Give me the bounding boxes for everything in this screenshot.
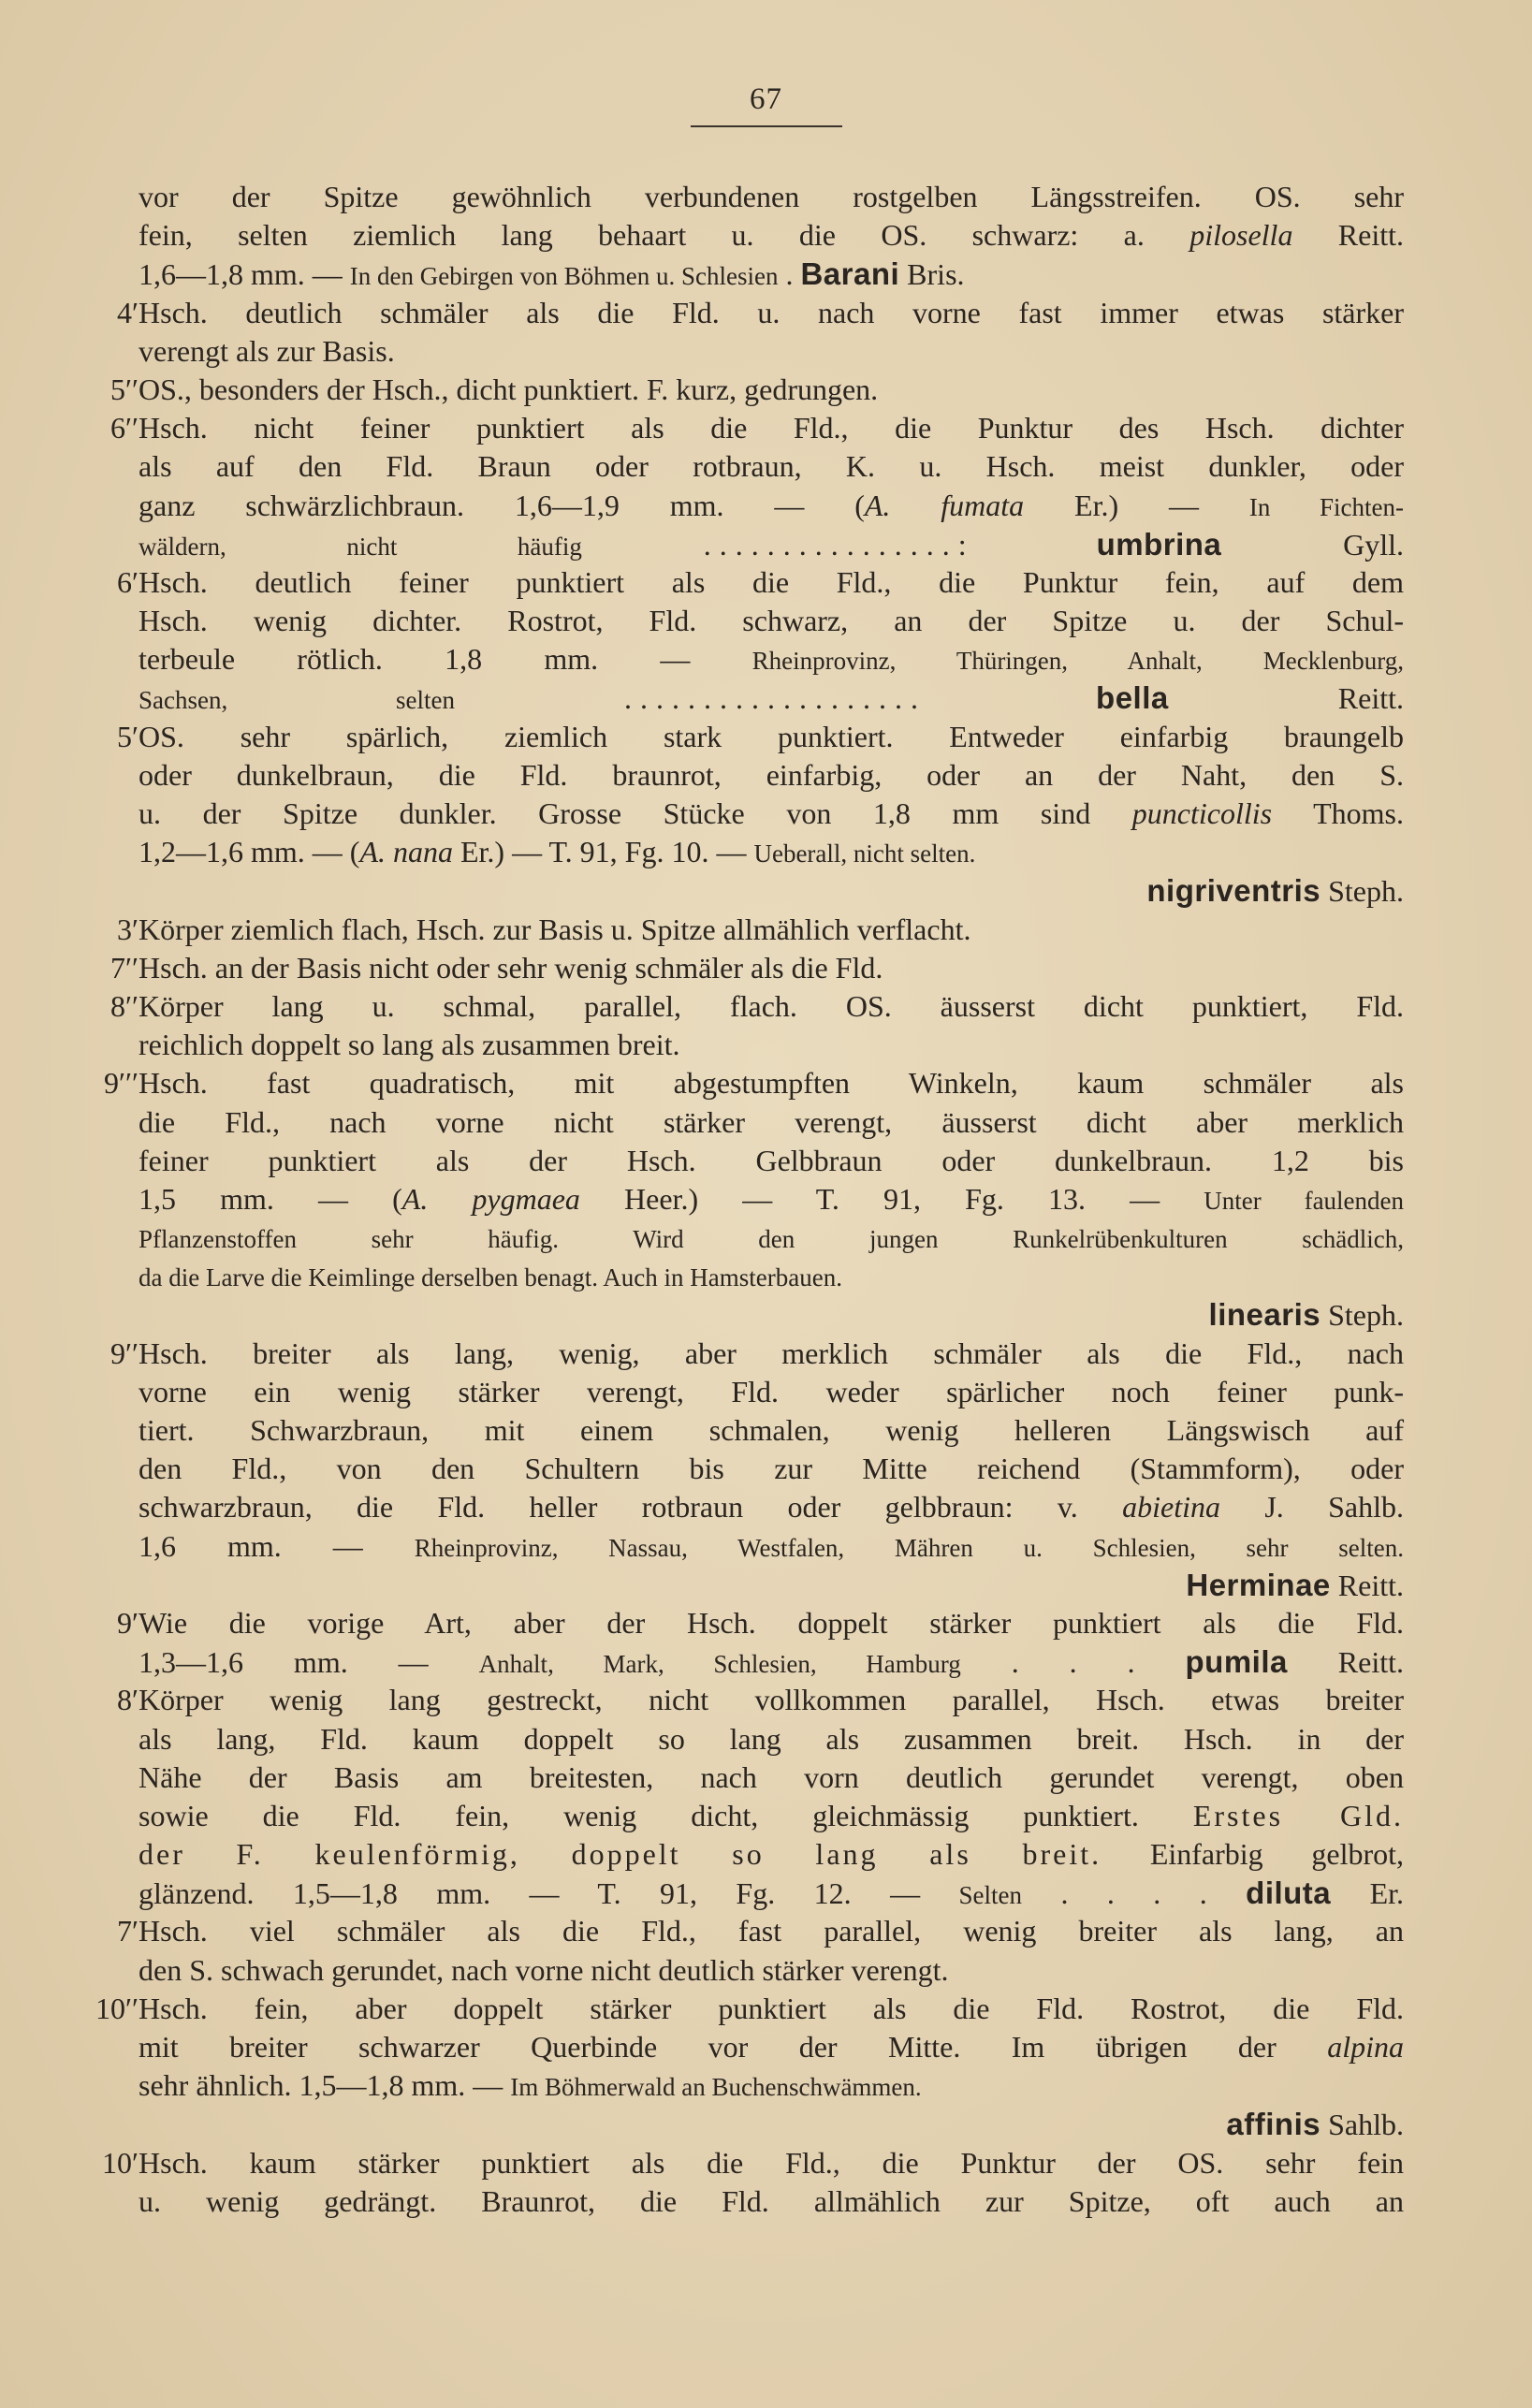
locality-note: Selten: [958, 1881, 1023, 1910]
line-text: [139, 294, 1404, 332]
couplet-number: 8′: [117, 1683, 139, 1717]
text-run: vor der Spitze gewöhnlich verbundenen rostgelben Längsstreifen. OS. sehr: [139, 180, 1404, 213]
locality-note: Ueberall, nicht selten.: [753, 839, 976, 868]
text-run: sehr ähnlich. 1,5—1,8 mm. —: [139, 2068, 511, 2103]
text-run: schwarzbraun, die Fld. heller rotbraun oder gelbbraun: v.: [139, 1490, 1123, 1525]
line-text: [139, 2066, 1404, 2107]
text-run: Reitt.: [1287, 1645, 1405, 1680]
italic-name: A. nana: [359, 835, 453, 869]
locality-note: Im Böhmerwald an Buchenschwämmen.: [510, 2073, 922, 2102]
line-text: [139, 1874, 1404, 1915]
line-text: [139, 1720, 1404, 1759]
text-run: oder dunkelbraun, die Fld. braunrot, einfarbig, oder an der Naht, den S.: [139, 757, 1404, 792]
text-line: [56, 487, 1404, 525]
text-run: den Fld., von den Schultern bis zur Mitte reichend (Stammform), oder: [139, 1452, 1404, 1486]
text-line: [56, 371, 1404, 409]
page-number: 67: [750, 82, 782, 116]
italic-name: A. pygmaea: [401, 1181, 580, 1216]
text-run: u. wenig gedrängt. Braunrot, die Fld. allmählich zur Spitze, oft auch an: [139, 2183, 1404, 2218]
species-name: umbrina: [1096, 526, 1222, 562]
text-run: Steph.: [1320, 874, 1404, 909]
line-text: [139, 1411, 1404, 1450]
text-run: glänzend. 1,5—1,8 mm. — T. 91, Fg. 12. —: [139, 1876, 959, 1911]
text-line: [56, 718, 1404, 756]
text-line: [56, 1295, 1404, 1334]
locality-note: wäldern, nicht häufig: [139, 532, 582, 561]
locality-note: da die Larve die Keimlinge derselben benagt. Auch in Hamsterbauen.: [139, 1263, 842, 1292]
couplet-number: 4′: [117, 295, 139, 329]
species-name: pumila: [1185, 1644, 1288, 1680]
text-run: reichlich doppelt so lang als zusammen breit.: [139, 1028, 680, 1062]
text-run: 1,2—1,6 mm. — (: [139, 835, 360, 869]
text-run: OS., besonders der Hsch., dicht punktiert. F. kurz, gedrungen.: [139, 372, 879, 406]
text-run: Reitt.: [1168, 681, 1404, 716]
line-text: [139, 756, 1404, 795]
text-run: Körper lang u. schmal, parallel, flach. OS. äusserst dicht punktiert, Fld.: [139, 988, 1404, 1023]
line-text: [139, 1681, 1404, 1719]
text-line: [56, 1335, 1404, 1373]
text-run: die Fld., nach vorne nicht stärker verengt, äusserst dicht aber merklich: [139, 1104, 1404, 1139]
text-run: . . .: [960, 1645, 1186, 1680]
text-line: [56, 1912, 1404, 1950]
text-line: [56, 1142, 1404, 1180]
text-line: [56, 409, 1404, 447]
leader-dots: ................:: [703, 527, 975, 562]
italic-name: puncticollis: [1131, 796, 1273, 830]
line-text: [139, 1759, 1404, 1797]
text-line: [56, 2028, 1404, 2066]
line-text: [139, 833, 1404, 873]
line-text: [139, 1990, 1404, 2028]
text-run: Reitt.: [1292, 218, 1405, 253]
spaced-emphasis: Erstes Gld.: [1192, 1798, 1405, 1832]
text-run: als lang, Fld. kaum doppelt so lang als zusammen breit. Hsch. in der: [139, 1721, 1404, 1756]
text-run: mit breiter schwarzer Querbinde vor der Mitte. Im übrigen der: [139, 2030, 1328, 2064]
text-run: Er.: [1331, 1876, 1405, 1911]
couplet-number: 7′: [117, 1914, 139, 1948]
species-name: affinis: [1226, 2107, 1321, 2142]
text-line: [56, 640, 1404, 679]
text-line: [56, 1951, 1404, 1990]
locality-note: In Fichten-: [1248, 492, 1404, 521]
spaced-emphasis: der F. keulenförmig, doppelt so lang als breit.: [139, 1837, 1102, 1872]
couplet-number: 6′: [117, 564, 139, 599]
line-text: [139, 1527, 1404, 1568]
italic-name: A. fumata: [864, 488, 1025, 522]
text-run: Körper wenig lang gestreckt, nicht vollkommen parallel, Hsch. etwas breiter: [139, 1683, 1404, 1717]
line-text: [139, 1335, 1404, 1373]
italic-name: pilosella: [1189, 218, 1293, 253]
line-text: [139, 949, 1404, 987]
text-run: Hsch. kaum stärker punktiert als die Fld., die Punktur der OS. sehr fein: [139, 2145, 1404, 2180]
line-text: [139, 602, 1404, 640]
species-name: linearis: [1208, 1297, 1321, 1333]
text-line: [56, 447, 1404, 486]
line-text: [139, 1642, 1404, 1684]
line-text: [139, 1604, 1404, 1642]
text-run: Reitt.: [1330, 1568, 1404, 1602]
text-line: [56, 255, 1404, 293]
text-line: [56, 1180, 1404, 1219]
locality-note: Rheinprovinz, Nassau, Westfalen, Mähren u. Schlesien, sehr selten.: [414, 1533, 1404, 1562]
text-run: als auf den Fld. Braun oder rotbraun, K. u. Hsch. meist dunkler, oder: [139, 449, 1404, 484]
text-run: Hsch. breiter als lang, wenig, aber merklich schmäler als die Fld., nach: [139, 1335, 1404, 1370]
line-text: [139, 255, 1404, 296]
text-run: [926, 681, 1096, 715]
text-run: ganz schwärzlichbraun. 1,6—1,9 mm. — (: [139, 488, 865, 522]
text-run: Bris.: [899, 257, 965, 292]
text-run: Hsch. an der Basis nicht oder sehr wenig schmäler als die Fld.: [139, 950, 883, 985]
italic-name: alpina: [1327, 2030, 1404, 2064]
text-line: [56, 178, 1404, 216]
text-line: [56, 1373, 1404, 1411]
text-run: Er.) —: [1024, 488, 1249, 522]
text-line: [56, 1064, 1404, 1102]
text-line: [56, 1642, 1404, 1681]
text-line: [56, 795, 1404, 833]
species-name: Herminae: [1186, 1567, 1331, 1602]
text-run: Hsch. wenig dichter. Rostrot, Fld. schwarz, an der Spitze u. der Schul-: [139, 604, 1404, 638]
couplet-number: 3′: [117, 912, 139, 946]
line-text: [139, 563, 1404, 602]
line-text: [139, 2105, 1404, 2144]
text-line: [56, 1797, 1404, 1835]
couplet-number: 5′: [117, 719, 139, 753]
text-run: J. Sahlb.: [1219, 1490, 1404, 1525]
locality-note: In den Gebirgen von Böhmen u. Schlesien: [349, 262, 779, 291]
line-text: [139, 2144, 1404, 2182]
text-line: [56, 294, 1404, 332]
text-line: [56, 1604, 1404, 1642]
text-line: [56, 525, 1404, 563]
text-run: Hsch. fast quadratisch, mit abgestumpften Winkeln, kaum schmäler als: [139, 1066, 1404, 1101]
couplet-number: 8′′: [110, 988, 139, 1023]
text-line: [56, 332, 1404, 371]
text-run: Hsch. nicht feiner punktiert als die Fld., die Punktur des Hsch. dichter: [139, 411, 1404, 445]
text-line: [56, 1720, 1404, 1759]
text-line: [56, 871, 1404, 910]
line-text: [139, 1180, 1404, 1220]
text-line: [56, 1450, 1404, 1488]
text-run: 1,3—1,6 mm. —: [139, 1645, 479, 1680]
text-run: Gyll.: [1221, 527, 1405, 562]
text-run: [975, 528, 1097, 562]
line-text: [139, 332, 1404, 371]
line-text: [139, 987, 1404, 1026]
text-run: Hsch. fein, aber doppelt stärker punktiert als die Fld. Rostrot, die Fld.: [139, 1991, 1404, 2025]
text-run: feiner punktiert als der Hsch. Gelbbraun oder dunkelbraun. 1,2 bis: [139, 1143, 1404, 1177]
text-line: [56, 216, 1404, 255]
text-line: [56, 563, 1404, 602]
couplet-number: 6′′: [110, 411, 139, 445]
couplet-number: 7′′: [110, 950, 139, 985]
text-run: fein, selten ziemlich lang behaart u. die OS. schwarz: a.: [139, 218, 1190, 253]
line-text: [139, 1064, 1404, 1102]
text-run: Heer.) — T. 91, Fg. 13. —: [579, 1181, 1204, 1216]
species-name: nigriventris: [1146, 873, 1321, 909]
line-text: [139, 2182, 1404, 2221]
text-line: [56, 1257, 1404, 1295]
locality-note: Rheinprovinz, Thüringen, Anhalt, Mecklenburg,: [751, 647, 1404, 676]
line-text: [139, 1026, 1404, 1064]
text-run: .: [778, 257, 801, 292]
line-text: [139, 911, 1404, 949]
couplet-number: 9′: [117, 1605, 139, 1640]
couplet-number: 5′′: [110, 372, 139, 406]
text-run: sowie die Fld. fein, wenig dicht, gleichmässig punktiert.: [139, 1798, 1193, 1832]
line-text: [139, 1835, 1404, 1874]
text-line: [56, 987, 1404, 1026]
text-run: OS. sehr spärlich, ziemlich stark punktiert. Entweder einfarbig braungelb: [139, 719, 1404, 753]
line-text: [139, 371, 1404, 409]
text-run: Sahlb.: [1320, 2108, 1404, 2142]
text-run: vorne ein wenig stärker verengt, Fld. weder spärlicher noch feiner punk-: [139, 1374, 1404, 1408]
line-text: [139, 487, 1404, 527]
text-line: [56, 1411, 1404, 1450]
couplet-number: 10′′: [95, 1991, 139, 2025]
line-text: [139, 1257, 1404, 1297]
text-run: Thoms.: [1272, 796, 1405, 830]
locality-note: Pflanzenstoffen sehr häufig. Wird den jungen Runkelrübenkulturen schädlich,: [139, 1225, 1404, 1254]
text-run: Steph.: [1320, 1298, 1404, 1333]
text-line: [56, 2105, 1404, 2143]
text-line: [56, 2066, 1404, 2105]
text-run: 1,6 mm. —: [139, 1528, 415, 1563]
line-text: [139, 2028, 1404, 2066]
text-run: den S. schwach gerundet, nach vorne nicht deutlich stärker verengt.: [139, 1952, 949, 1987]
line-text: [139, 1912, 1404, 1950]
species-name: Barani: [800, 256, 900, 292]
line-text: [139, 1450, 1404, 1488]
text-line: [56, 1990, 1404, 2028]
text-run: Hsch. deutlich schmäler als die Fld. u. nach vorne fast immer etwas stärker: [139, 295, 1404, 329]
text-run: terbeule rötlich. 1,8 mm. —: [139, 642, 752, 677]
text-run: verengt als zur Basis.: [139, 333, 395, 368]
text-line: [56, 911, 1404, 949]
page-number-rule: [691, 125, 842, 127]
text-run: [582, 528, 704, 562]
text-line: [56, 1566, 1404, 1604]
text-line: [56, 2144, 1404, 2182]
text-run: u. der Spitze dunkler. Grosse Stücke von 1,8 mm sind: [139, 796, 1132, 830]
text-run: Wie die vorige Art, aber der Hsch. doppelt stärker punktiert als die Fld.: [139, 1605, 1404, 1640]
line-text: [139, 178, 1404, 216]
italic-name: abietina: [1122, 1490, 1220, 1525]
text-run: [455, 681, 624, 715]
text-line: [56, 833, 1404, 871]
text-run: Körper ziemlich flach, Hsch. zur Basis u. Spitze allmählich verflacht.: [139, 912, 971, 946]
text-line: [56, 602, 1404, 640]
text-line: [56, 2182, 1404, 2221]
text-run: Hsch. deutlich feiner punktiert als die Fld., die Punktur fein, auf dem: [139, 564, 1404, 599]
text-run: 1,6—1,8 mm. —: [139, 257, 350, 292]
line-text: [139, 1373, 1404, 1411]
line-text: [139, 1488, 1404, 1526]
line-text: [139, 525, 1404, 566]
text-line: [56, 1527, 1404, 1566]
key-text-body: [56, 178, 1404, 2221]
line-text: [139, 871, 1404, 911]
line-text: [139, 1295, 1404, 1335]
text-line: [56, 1026, 1404, 1064]
line-text: [139, 640, 1404, 680]
line-text: [139, 679, 1404, 720]
text-line: [56, 1219, 1404, 1257]
line-text: [139, 1797, 1404, 1835]
text-run: Hsch. viel schmäler als die Fld., fast parallel, wenig breiter als lang, an: [139, 1914, 1404, 1948]
leader-dots: ...................: [624, 681, 927, 716]
locality-note: Unter faulenden: [1204, 1186, 1405, 1215]
text-run: tiert. Schwarzbraun, mit einem schmalen, wenig helleren Längswisch auf: [139, 1413, 1404, 1447]
species-name: diluta: [1246, 1875, 1332, 1911]
text-run: Er.) — T. 91, Fg. 10. —: [452, 835, 754, 869]
text-run: 1,5 mm. — (: [139, 1181, 402, 1216]
couplet-number: 9′′: [110, 1335, 139, 1370]
species-name: bella: [1096, 680, 1169, 716]
text-line: [56, 1488, 1404, 1526]
line-text: [139, 1219, 1404, 1259]
text-line: [56, 1759, 1404, 1797]
locality-note: Anhalt, Mark, Schlesien, Hamburg: [478, 1650, 961, 1679]
line-text: [139, 1566, 1404, 1605]
text-line: [56, 679, 1404, 717]
text-line: [56, 1835, 1404, 1874]
text-line: [56, 949, 1404, 987]
line-text: [139, 409, 1404, 447]
locality-note: Sachsen, selten: [139, 686, 455, 715]
text-line: [56, 1103, 1404, 1142]
line-text: [139, 1951, 1404, 1990]
text-run: Einfarbig gelbrot,: [1102, 1837, 1405, 1872]
text-run: . . . .: [1022, 1876, 1247, 1911]
couplet-number: 10′: [102, 2145, 139, 2180]
line-text: [139, 1142, 1404, 1180]
line-text: [139, 718, 1404, 756]
line-text: [139, 795, 1404, 833]
line-text: [139, 216, 1404, 255]
text-run: Nähe der Basis am breitesten, nach vorn deutlich gerundet verengt, oben: [139, 1759, 1404, 1794]
couplet-number: 9′′′: [104, 1066, 139, 1101]
line-text: [139, 1103, 1404, 1142]
text-line: [56, 756, 1404, 795]
text-line: [56, 1681, 1404, 1719]
line-text: [139, 447, 1404, 486]
text-line: [56, 1874, 1404, 1912]
